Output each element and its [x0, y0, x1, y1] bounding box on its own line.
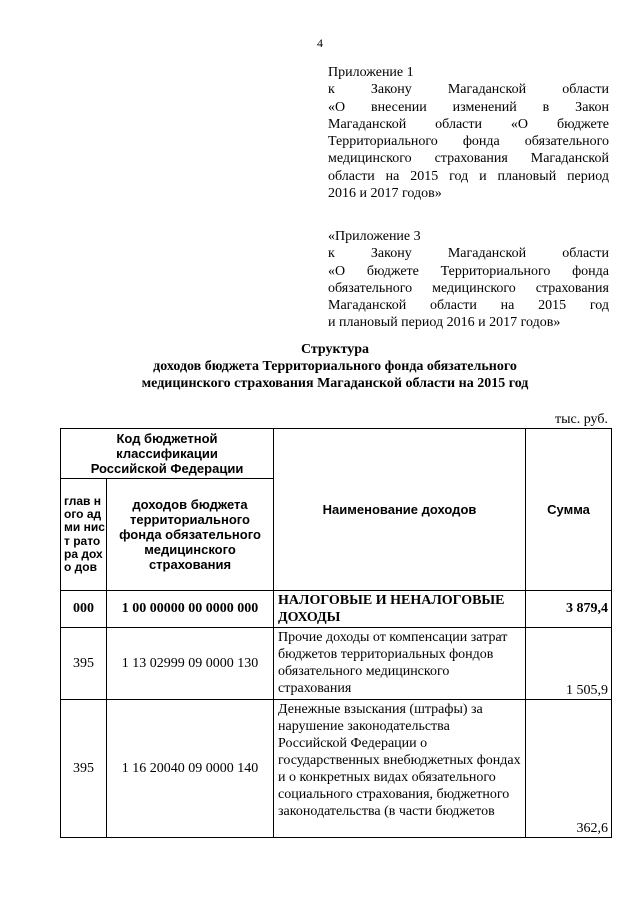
document-title: [60, 341, 610, 392]
appendix-line: «Приложение 3: [328, 229, 421, 244]
income-name-cell: Денежные взыскания (штрафы) за нарушение законодательства Российской Федерации о государственных внебюджетных фондах и о конкретных видах обязательного социального страхования, бюджетного законодательства (в части бюджетов: [274, 700, 526, 838]
appendix-line: Территориального фонда обязательного: [328, 134, 609, 150]
page-number: 4: [317, 36, 323, 50]
header-main-administrator: глав ного адми нист рато ра дохо дов: [61, 479, 107, 591]
income-structure-table: [60, 428, 612, 838]
header-income-code: доходов бюджета территориального фонда обязательного медицинского страхования: [107, 479, 274, 591]
appendix-line: Магаданской области «О бюджете: [328, 116, 609, 132]
appendix-line: Магаданской области на 2015 год: [328, 298, 609, 314]
appendix-line: к Закону Магаданской области: [328, 82, 609, 98]
header-budget-classification-code: Код бюджетной классификации Российской Федерации: [61, 429, 274, 479]
table-row: [61, 591, 612, 628]
title-line: медицинского страхования Магаданской области на 2015 год: [141, 376, 529, 391]
title-line: доходов бюджета Территориального фонда обязательного: [153, 359, 517, 374]
admin-code-cell: 000: [61, 591, 107, 628]
classification-code-cell: 1 16 20040 09 0000 140: [107, 700, 274, 838]
units-label: тыс. руб.: [555, 412, 608, 427]
admin-code-cell: 395: [61, 700, 107, 838]
classification-code-cell: 1 00 00000 00 0000 000: [107, 591, 274, 628]
appendix-line: и плановый период 2016 и 2017 годов»: [328, 315, 561, 331]
appendix-line: обязательного медицинского страхования: [328, 280, 609, 296]
appendix-line: «О бюджете Территориального фонда: [328, 263, 609, 279]
sum-cell: 362,6: [526, 700, 612, 838]
admin-code-cell: 395: [61, 628, 107, 700]
income-name-cell: Прочие доходы от компенсации затрат бюджетов территориальных фондов обязательного медицинского страхования: [274, 628, 526, 700]
title-line: Структура: [300, 342, 370, 357]
income-name-cell: НАЛОГОВЫЕ И НЕНАЛОГОВЫЕ ДОХОДЫ: [274, 591, 526, 628]
appendix-line: 2016 и 2017 годов»: [328, 186, 442, 202]
appendix-line: «О внесении изменений в Закон: [328, 99, 609, 115]
header-income-name: Наименование доходов: [274, 429, 526, 591]
appendix-line: Приложение 1: [328, 65, 414, 80]
appendix-1-reference: [328, 64, 609, 202]
appendix-line: медицинского страхования Магаданской: [328, 151, 609, 167]
appendix-line: области на 2015 год и плановый период: [328, 168, 609, 184]
appendix-line: к Закону Магаданской области: [328, 246, 609, 262]
table-row: [61, 628, 612, 700]
classification-code-cell: 1 13 02999 09 0000 130: [107, 628, 274, 700]
sum-cell: 1 505,9: [526, 628, 612, 700]
sum-cell: 3 879,4: [526, 591, 612, 628]
header-sum: Сумма: [526, 429, 612, 591]
appendix-3-reference: [328, 228, 609, 332]
table-row: [61, 700, 612, 838]
